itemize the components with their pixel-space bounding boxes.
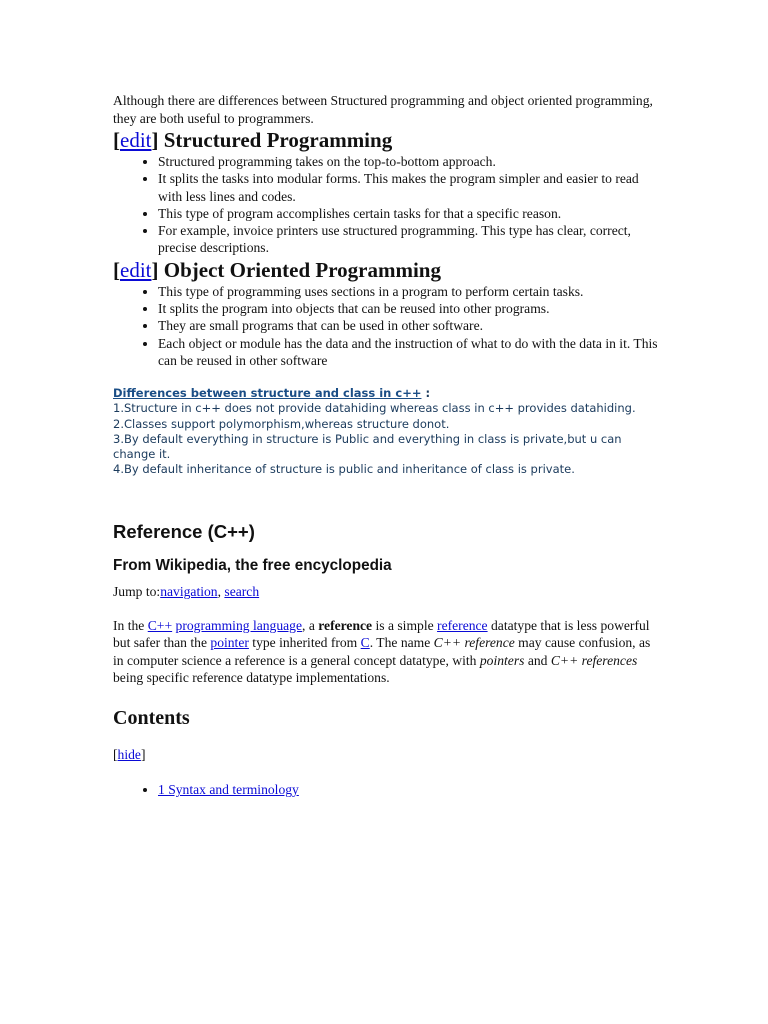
reference-datatype-link[interactable]: reference bbox=[437, 617, 488, 633]
edit-link-structured[interactable]: edit bbox=[120, 128, 152, 152]
toc-item bbox=[158, 781, 658, 799]
para-text: , a bbox=[302, 617, 319, 633]
section-title-oop: Object Oriented Programming bbox=[163, 257, 441, 282]
difference-line: 1.Structure in c++ does not provide datahiding whereas class in c++ provides datahiding. bbox=[113, 401, 636, 416]
jump-navigation-link[interactable]: navigation bbox=[160, 584, 218, 600]
differences-title-link[interactable]: Differences between structure and class in c++ bbox=[113, 386, 422, 401]
cpp-reference-italic: C++ reference bbox=[433, 635, 515, 651]
para-text: is a simple bbox=[372, 617, 438, 633]
list-item: • It splits the tasks into modular forms. This makes the program simpler and easier to read with less lines and codes. bbox=[158, 170, 658, 205]
difference-line: 4.By default inheritance of structure is public and inheritance of class is private. bbox=[113, 462, 575, 477]
section-title-structured: Structured Programming bbox=[163, 128, 393, 152]
para-text: being specific reference datatype implementations. bbox=[113, 670, 390, 686]
difference-line: 2.Classes support polymorphism,whereas structure donot. bbox=[113, 416, 450, 431]
list-item: • For example, invoice printers use structured programming. This type has clear, correct, precise descriptions. bbox=[158, 222, 658, 257]
contents-heading: Contents bbox=[113, 706, 190, 729]
c-language-link[interactable]: C bbox=[360, 635, 370, 651]
edit-link-oop[interactable]: edit bbox=[120, 257, 152, 282]
contents-list bbox=[113, 781, 658, 799]
list-item: • Structured programming takes on the top-to-bottom approach. bbox=[158, 153, 658, 170]
reference-title: Reference (C++) bbox=[113, 521, 255, 543]
para-text: In the bbox=[113, 617, 148, 633]
document-page bbox=[113, 90, 658, 799]
cpp-references-italic: C++ references bbox=[550, 652, 638, 668]
list-item: • It splits the program into objects that can be reused into other programs. bbox=[158, 300, 658, 317]
section-heading-oop: [edit] Object Oriented Programming bbox=[113, 257, 441, 282]
reference-paragraph bbox=[113, 617, 658, 687]
para-text: . The name bbox=[369, 635, 434, 651]
reference-bold-term: reference bbox=[318, 617, 373, 633]
list-item: • This type of programming uses sections in a program to perform certain tasks. bbox=[158, 283, 658, 300]
bracket-close: ] bbox=[140, 746, 146, 762]
reference-subtitle: From Wikipedia, the free encyclopedia bbox=[113, 557, 392, 575]
programming-language-link[interactable]: programming language bbox=[175, 617, 303, 633]
jump-to-label: Jump to: bbox=[113, 584, 161, 600]
para-text: and bbox=[524, 652, 551, 668]
hide-contents-link[interactable]: hide bbox=[117, 746, 141, 762]
intro-paragraph: Although there are differences between Structured programming and object oriented programming, they are both useful to programmers. bbox=[113, 93, 653, 126]
differences-block bbox=[113, 386, 658, 477]
para-text: type inherited from bbox=[248, 635, 361, 651]
structured-bullet-list bbox=[113, 153, 658, 257]
pointer-link[interactable]: pointer bbox=[210, 635, 249, 651]
cpp-link[interactable]: C++ bbox=[147, 617, 173, 633]
oop-bullet-list bbox=[113, 283, 658, 369]
bracket-open: [ bbox=[113, 746, 118, 762]
para-text: may cause confusion, as in computer science a reference is a general concept datatype, with bbox=[113, 635, 651, 668]
section-heading-structured: [edit] Structured Programming bbox=[113, 128, 393, 152]
jump-separator: , bbox=[217, 584, 225, 600]
list-item: • They are small programs that can be used in other software. bbox=[158, 317, 658, 334]
list-item: • Each object or module has the data and the instruction of what to do with the data in it. This can be reused in other software bbox=[158, 335, 658, 370]
list-item: • This type of program accomplishes certain tasks for that a specific reason. bbox=[158, 205, 658, 222]
para-text: datatype that is less powerful but safer than the bbox=[113, 617, 650, 651]
pointers-italic: pointers bbox=[479, 652, 525, 668]
jump-search-link[interactable]: search bbox=[224, 584, 260, 600]
differences-colon: : bbox=[421, 386, 431, 401]
toc-link-syntax[interactable]: 1 Syntax and terminology bbox=[158, 782, 299, 798]
jump-to-line bbox=[113, 583, 658, 601]
difference-line: 3.By default everything in structure is Public and everything in class is private,but u can change it. bbox=[113, 431, 622, 462]
hide-toggle-line bbox=[113, 746, 658, 764]
